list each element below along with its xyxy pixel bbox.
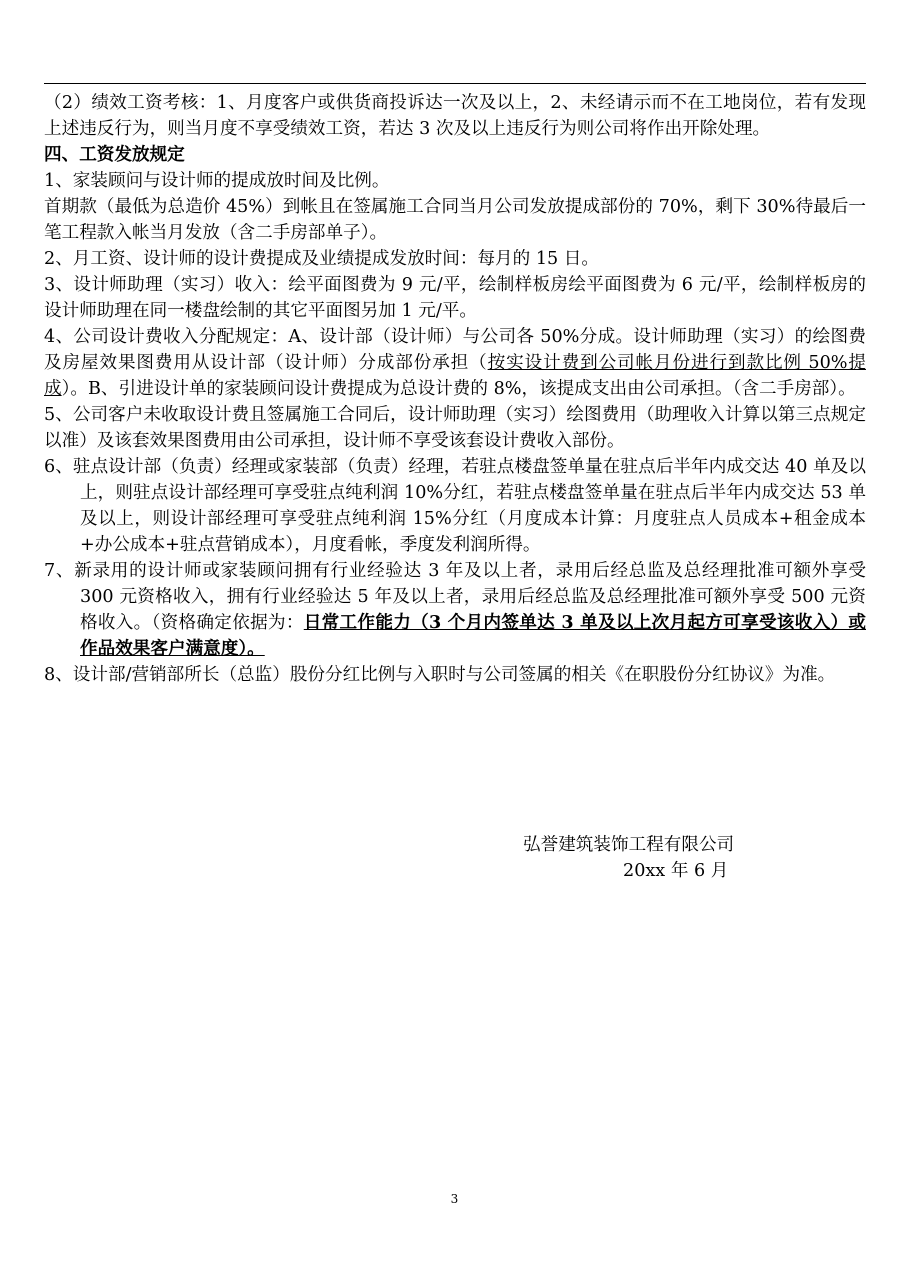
header-rule	[44, 83, 866, 84]
paragraph-item-4	[44, 324, 866, 402]
paragraph-item-6: 6、驻点设计部（负责）经理或家装部（负责）经理，若驻点楼盘签单量在驻点后半年内成交达 40 单及以上，则驻点设计部经理可享受驻点纯利润 10%分红，若驻点楼盘签单量在驻点后半年内成交达 53 单及以上，则设计部经理可享受驻点纯利润 15%分红（月度成本计算：月度驻点人员成本+租金成本+办公成本+驻点营销成本），月度看帐，季度发利润所得。	[44, 457, 866, 555]
paragraph-item-4-part-a: 4、公司设计费收入分配规定：A、设计部（设计师）与公司各 50%分成。设计师助理（实习）的绘图费及房屋效果图费用从设计部（设计师）分成部份承担（	[44, 327, 866, 373]
paragraph-item-2: 2、月工资、设计师的设计费提成及业绩提成发放时间：每月的 15 日。	[44, 249, 599, 269]
paragraph-item-4-underlined: 按实设计费到公司帐月份进行到款比例 50%提成	[44, 353, 866, 399]
signature-date: 20xx 年 6 月	[623, 861, 729, 881]
page-number: 3	[450, 1192, 459, 1206]
paragraph-item-7	[44, 558, 866, 662]
paragraph-item-7-part-a: 7、新录用的设计师或家装顾问拥有行业经验达 3 年及以上者，录用后经总监及总经理批准可额外享受 300 元资格收入，拥有行业经验达 5 年及以上者，录用后经总监及总经理批准可额外享受 500 元资格收入。（资格确定依据为：	[44, 561, 866, 633]
paragraph-first-payment: 首期款（最低为总造价 45%）到帐且在签属施工合同当月公司发放提成部份的 70%，剩下 30%待最后一笔工程款入帐当月发放（含二手房部单子）。	[44, 197, 866, 243]
section-heading: 四、工资发放规定	[44, 144, 185, 165]
paragraph-item-4-part-b: ）。B、引进设计单的家装顾问设计费提成为总设计费的 8%，该提成支出由公司承担。（含二手房部）。	[61, 379, 856, 399]
signature-block	[523, 832, 734, 884]
paragraph-item-8: 8、设计部/营销部所长（总监）股份分红比例与入职时与公司签属的相关《在职股份分红协议》为准。	[44, 665, 836, 685]
paragraph-item-1: 1、家装顾问与设计师的提成放时间及比例。	[44, 171, 390, 191]
paragraph-performance-pay: （2）绩效工资考核：1、月度客户或供货商投诉达一次及以上，2、未经请示而不在工地岗位，若有发现上述违反行为，则当月度不享受绩效工资，若达 3 次及以上违反行为则公司将作出开除处理。	[44, 93, 866, 139]
paragraph-item-5: 5、公司客户未收取设计费且签属施工合同后，设计师助理（实习）绘图费用（助理收入计算以第三点规定以准）及该套效果图费用由公司承担，设计师不享受该套设计费收入部份。	[44, 405, 866, 451]
document-body	[44, 90, 866, 688]
paragraph-item-7-bold-underlined: 日常工作能力（3 个月内签单达 3 单及以上次月起方可享受该收入）或作品效果客户满意度）。	[80, 612, 866, 659]
company-name: 弘誉建筑装饰工程有限公司	[523, 835, 735, 855]
paragraph-item-3: 3、设计师助理（实习）收入：绘平面图费为 9 元/平，绘制样板房绘平面图费为 6 元/平，绘制样板房的设计师助理在同一楼盘绘制的其它平面图另加 1 元/平。	[44, 275, 866, 321]
